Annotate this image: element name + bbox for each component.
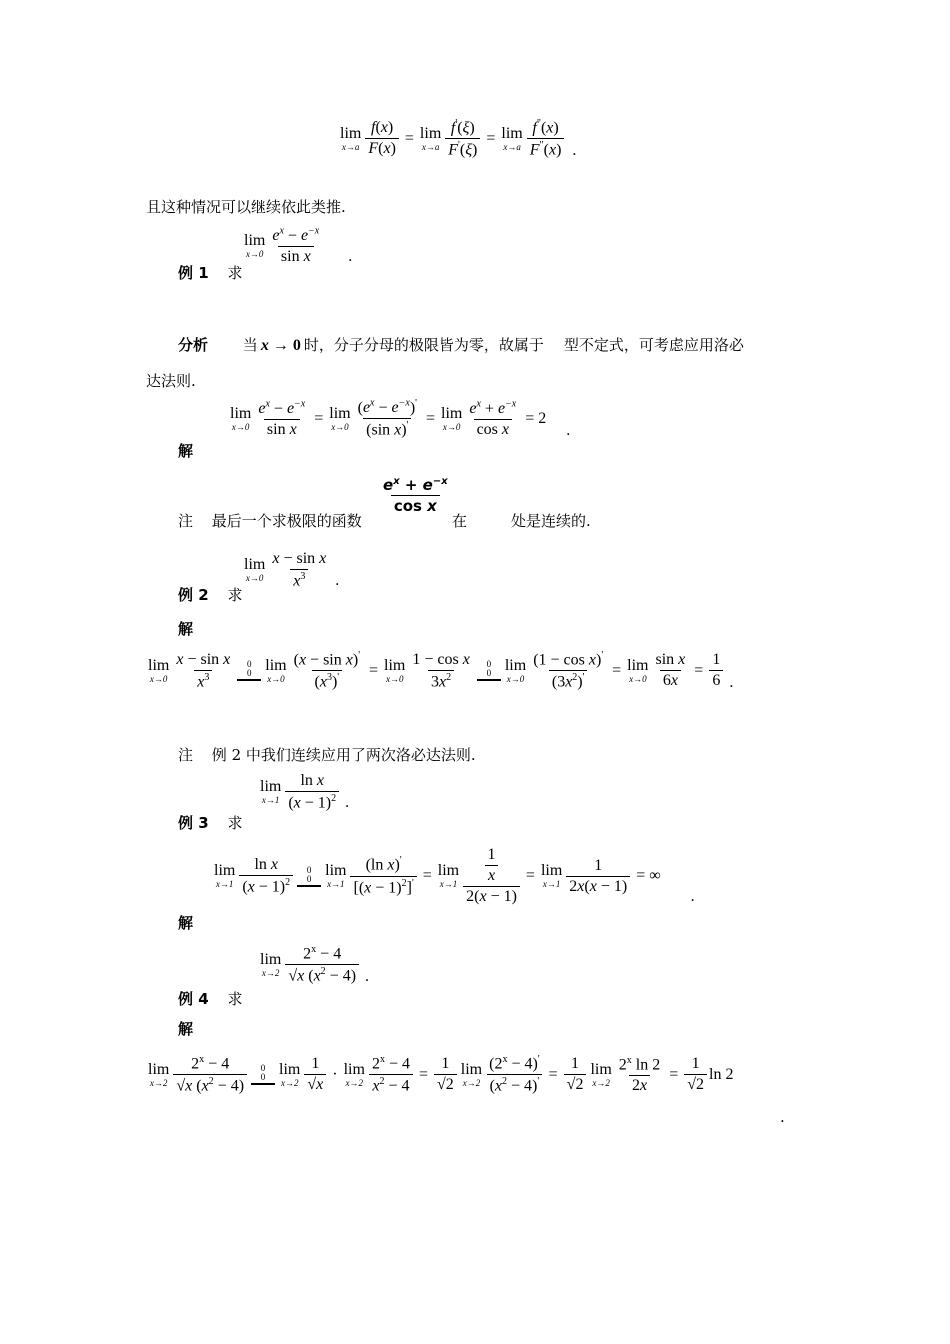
solution-4-label: 解 — [178, 1020, 194, 1038]
note-2: 注 例 2 中我们连续应用了两次洛必达法则. — [178, 746, 476, 764]
formula-sol4: lim x→2 $\frac{2^x - 4}{√x (x^2 - 4)}$ 0 0 lim x→2 $\frac{1}{√x}$ · lim x→2 $\frac{2^x - 4}{x^2 - 4}$ = $\frac{1}{√2}$ lim x→2 $\frac{(2^x - 4)'}{(x^2 - 4)'}$ = $\frac{1}{√2}$ lim x→2 $\frac{2^x \ln 2}{2x}$ = $\frac{1}{√2}$ ln 2 — [148, 1054, 734, 1095]
note-1-at: 在 处是连续的. — [452, 512, 591, 530]
solution-3-label: 解 — [178, 914, 194, 932]
formula-ex4: lim x→2 $\frac{2^x - 4}{√x (x^2 - 4)}$ . — [260, 944, 370, 985]
note-1: 注 最后一个求极限的函数 — [178, 512, 362, 530]
example-3: 例 3 求 — [178, 814, 243, 832]
solution-1-label: 解 — [178, 442, 194, 460]
formula-ex3: lim x→1 $\frac{\text{ln x}}{(x - 1)^2}$ . — [260, 772, 350, 812]
formula-ex1: lim x→0 $\frac{e^x - e^{-x}}{\text{sin x}}$ . — [244, 226, 353, 266]
example-1: 例 1 求 — [178, 264, 243, 282]
formula-sol2: lim x→0 $\frac{\text{x − sin x}}{x^3}$ 0 0 lim x→0 $\frac{(x - \sin x)'}{(x^3)'}$ = lim x→0 $\frac{\text{1 − cos x}}{3x^2}$ 0 0 lim x→0 $\frac{(1 - \cos x)'}{(3x^2)'}$ = lim x→0 $\frac{\text{sin x}}{6x}$ = $\frac{1}{6}$ . — [148, 650, 734, 691]
example-2: 例 2 求 — [178, 586, 243, 604]
text-continue: 且这种情况可以继续依此类推. — [146, 198, 346, 216]
solution-2-label: 解 — [178, 620, 194, 638]
formula-note1: $\frac{e^x + e^{-x}}{\text{cos x}}$ — [383, 476, 448, 515]
formula-ex2: lim x→0 $\frac{\text{x − sin x}}{x^3}$ . — [244, 550, 340, 590]
example-4: 例 4 求 — [178, 990, 243, 1008]
formula-lhospital-chain: lim x→a $\frac{f(x)}{F(x)}$ = lim x→a $\frac{f'(\xi)}{F'(\xi)}$ = lim x→a $\frac{f^"(x)}{F^"(x)}$ . — [340, 118, 577, 159]
formula-sol1: lim x→0 $\frac{e^x - e^{-x}}{\text{sin x}}$ = lim x→0 $\frac{(e^x - e^{-x})'}{(\sin x)'}$ = lim x→0 $\frac{e^x + e^{-x}}{\text{cos x}}$ = 2 . — [230, 398, 571, 439]
period-sol4: . — [780, 1108, 785, 1126]
analysis: 分析 当 x → 0 时，分子分母的极限皆为零，故属于 型不定式，可考虑应用洛必 — [178, 336, 744, 354]
formula-sol3: lim x→1 $\frac{\text{ln x}}{(x - 1)^2}$ 0 0 lim x→1 $\frac{(\ln x)'}{[(x - 1)^2]'}$ = lim x→1 $\frac{\frac{1}{x}}{2(x - 1)}$ = lim x→1 $\frac{1}{2x(x - 1)}$ = ∞ . — [214, 846, 695, 905]
text-analysis-cont: 达法则. — [146, 372, 196, 390]
